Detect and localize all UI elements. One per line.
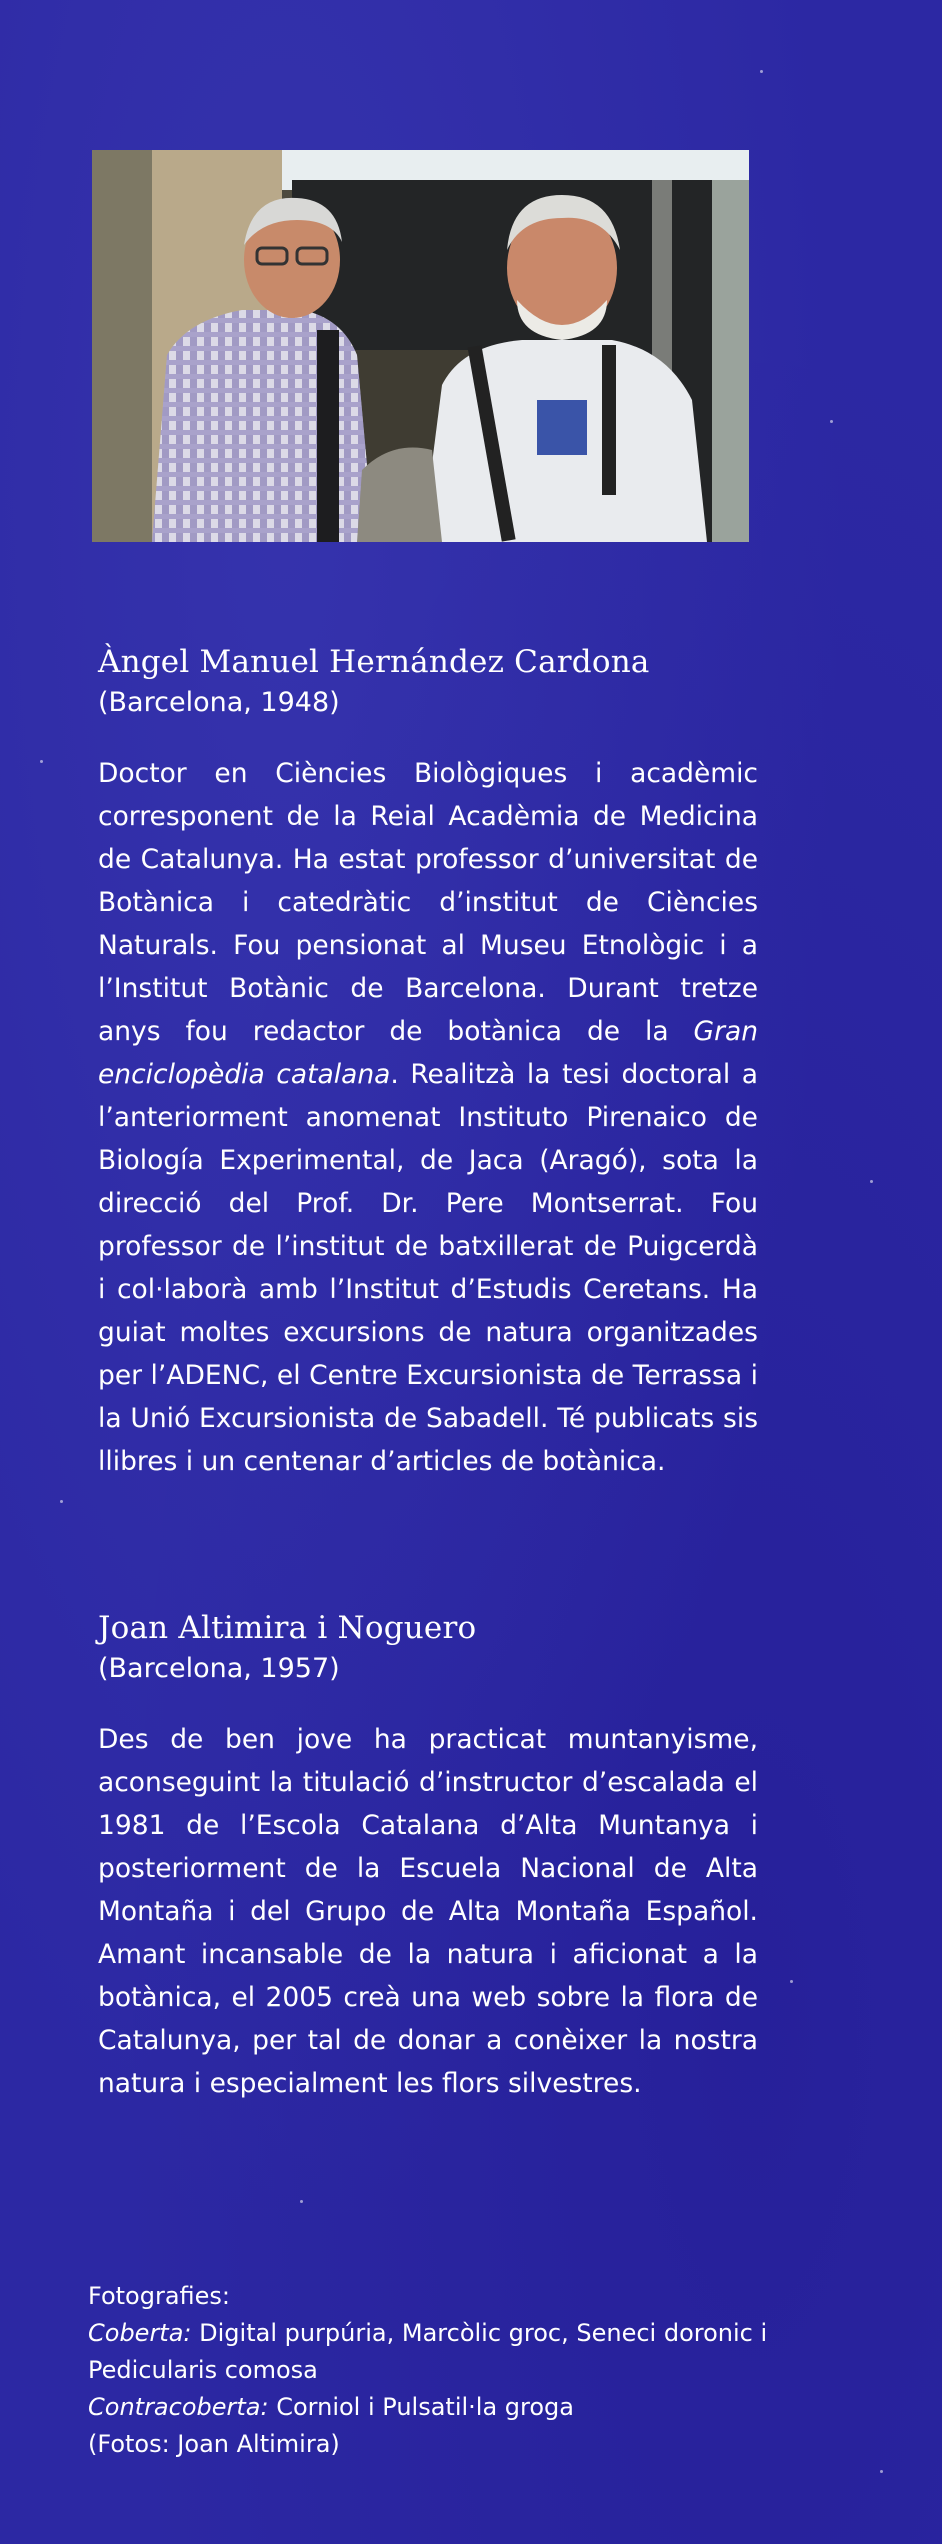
speckle: [790, 1980, 793, 1983]
speckle: [300, 2200, 303, 2203]
author-biography: Des de ben jove ha practicat muntanyisme, aconseguint la titulació d’instructor d’escalada el 1981 de l’Escola Catalana d’Alta Muntanya i posteriorment de la Escuela Nacional de Alta Montaña i del Grupo de Alta Montaña Español. Amant incansable de la natura i aficionat a la botànica, el 2005 creà una web sobre la flora de Catalunya, per tal de donar a conèixer la nostra natura i especialment les flors silvestres.: [98, 1724, 758, 2099]
speckle: [880, 2470, 883, 2473]
speckle: [830, 420, 833, 423]
cover-credit: [88, 2315, 848, 2389]
biography-text-part: . Realitzà la tesi doctoral a l’anteriorment anomenat Instituto Pirenaico de Biología Experimental, de Jaca (Aragó), sota la direcció del Prof. Dr. Pere Montserrat. Fou professor de l’institut de batxillerat de Puigcerdà i col·laborà amb l’Institut d’Estudis Ceretans. Ha guiat moltes excursions de natura organitzades per l’ADENC, el Centre Excursionista de Terrassa i la Unió Excursionista de Sabadell. Té publicats sis llibres i un centenar d’articles de botànica.: [98, 1059, 758, 1477]
author-biography: [98, 752, 758, 1483]
speckle: [60, 1500, 63, 1503]
biography-text-part: Doctor en Ciències Biològiques i acadèmic corresponent de la Reial Acadèmia de Medicina de Catalunya. Ha estat professor d’universitat de Botànica i catedràtic d’institut de Ciències Naturals. Fou pensionat al Museu Etnològic i a l’Institut Botànic de Barcelona. Durant tretze anys fou redactor de botànica de la: [98, 758, 758, 1047]
back-cover-credit: [88, 2389, 848, 2426]
author-photo: [92, 150, 749, 542]
back-cover-label: Contracoberta:: [88, 2393, 269, 2421]
author-name: Joan Altimira i Noguero: [98, 1610, 477, 1646]
photo-credits: [88, 2278, 848, 2463]
speckle: [870, 1180, 873, 1183]
back-cover-text: Corniol i Pulsatil·la groga: [268, 2393, 574, 2421]
author-birth: (Barcelona, 1948): [98, 687, 340, 718]
author-name: Àngel Manuel Hernández Cardona: [98, 644, 650, 680]
portrait-photo-two-men: [92, 150, 749, 542]
cover-label: Coberta:: [88, 2319, 192, 2347]
author-birth: (Barcelona, 1957): [98, 1653, 340, 1684]
credits-heading: Fotografies:: [88, 2282, 231, 2310]
cover-text: Digital purpúria, Marcòlic groc, Seneci doronic i Pedicularis comosa: [88, 2319, 768, 2384]
author-bio-hernandez: [98, 640, 758, 1483]
speckle: [760, 70, 763, 73]
speckle: [40, 760, 43, 763]
photo-author: (Fotos: Joan Altimira): [88, 2430, 340, 2458]
encyclopedia-title: Gran enciclopèdia catalana: [98, 1016, 758, 1090]
author-bio-altimira: [98, 1606, 758, 2105]
